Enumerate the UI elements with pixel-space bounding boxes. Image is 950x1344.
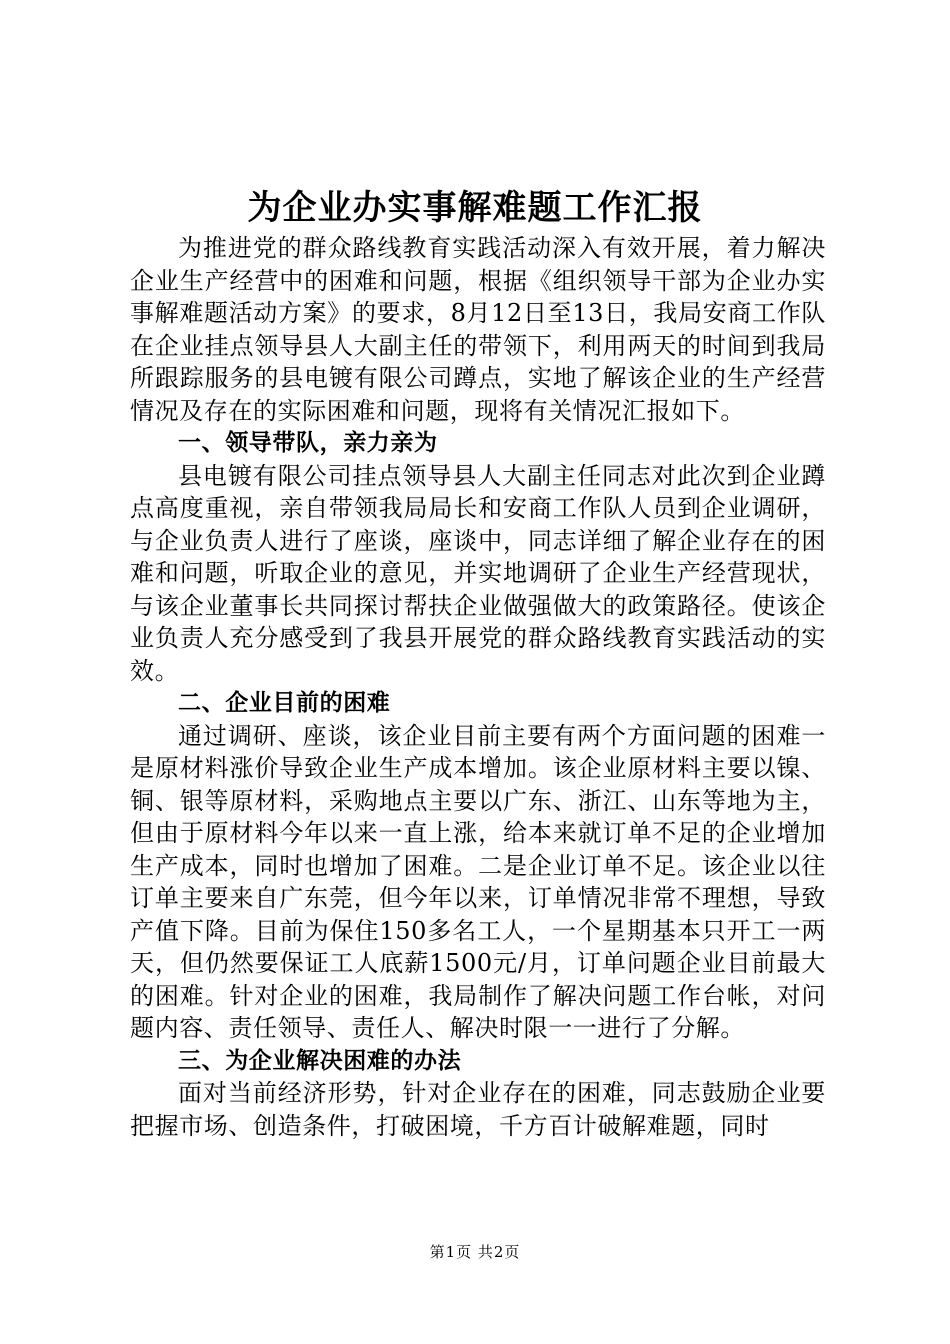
document-title: 为企业办实事解难题工作汇报: [247, 188, 703, 228]
document-body: [130, 232, 826, 1142]
section-heading-3: 三、为企业解决困难的办法: [178, 1047, 462, 1074]
section-paragraph-1: 县电镀有限公司挂点领导县人大副主任同志对此次到企业蹲点高度重视，亲自带领我局局长和安商工作队人员到企业调研，与企业负责人进行了座谈，座谈中，同志详细了解企业存在的困难和问题，听取企业的意见，并实地调研了企业生产经营现状，与该企业董事长共同探讨帮扶企业做强做大的政策路径。使该企业负责人充分感受到了我县开展党的群众路线教育实践活动的实效。: [130, 461, 826, 685]
section-paragraph-2: 通过调研、座谈，该企业目前主要有两个方面问题的困难一是原材料涨价导致企业生产成本增加。该企业原材料主要以镍、铜、银等原材料，采购地点主要以广东、浙江、山东等地为主，但由于原材料今年以来一直上涨，给本来就订单不足的企业增加生产成本，同时也增加了困难。二是企业订单不足。该企业以往订单主要来自广东莞，但今年以来，订单情况非常不理想，导致产值下降。目前为保住150多名工人，一个星期基本只开工一两天，但仍然要保证工人底薪1500元/月，订单问题企业目前最大的困难。针对企业的困难，我局制作了解决问题工作台帐，对问题内容、责任领导、责任人、解决时限一一进行了分解。: [130, 721, 826, 1042]
section-heading-1: 一、领导带队，亲力亲为: [178, 430, 438, 456]
intro-paragraph: 为推进党的群众路线教育实践活动深入有效开展，着力解决企业生产经营中的困难和问题，根据《组织领导干部为企业办实事解难题活动方案》的要求，8月12日至13日，我局安商工作队在企业挂点领导县人大副主任的带领下，利用两天的时间到我局所跟踪服务的县电镀有限公司蹲点，实地了解该企业的生产经营情况及存在的实际困难和问题，现将有关情况汇报如下。: [130, 234, 826, 425]
section-heading-2: 二、企业目前的困难: [178, 690, 391, 716]
section-paragraph-3: 面对当前经济形势，针对企业存在的困难，同志鼓励企业要把握市场、创造条件，打破困境，千方百计破解难题，同时: [130, 1079, 826, 1140]
page-number-footer: 第1页 共2页: [429, 1243, 521, 1261]
